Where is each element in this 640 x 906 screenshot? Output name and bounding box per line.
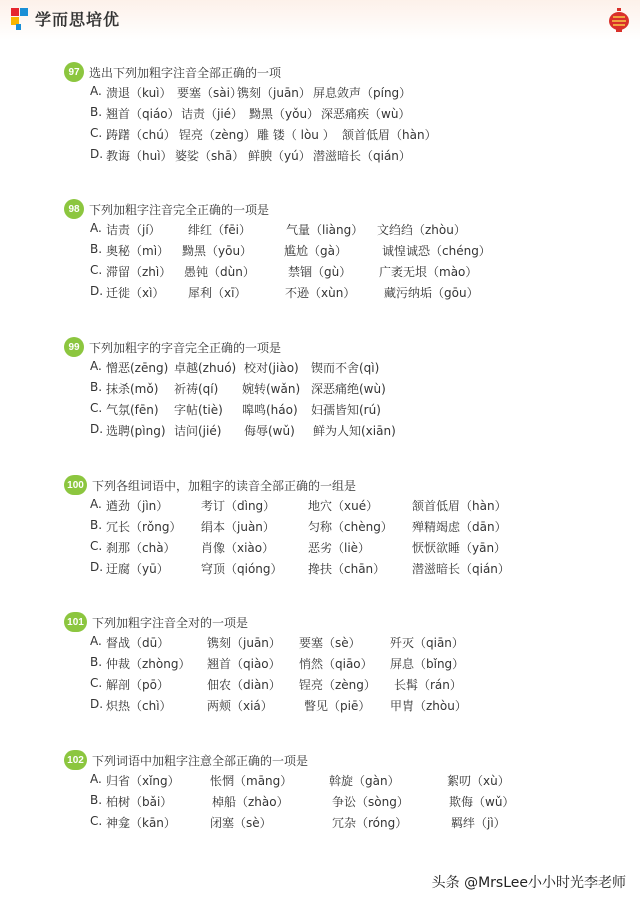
option-item: 锃亮（zèng） [299,678,376,692]
option-item: 归省（xǐng） [106,774,180,788]
option-item: 怅惘（māng） [210,774,293,788]
option-item: 溃退（kuì） [106,86,172,100]
logo-text: 学而思培优 [35,10,121,29]
option-item: 长髯（rán） [394,678,462,692]
question-stem: 下列词语中加粗字注意全部正确的一项是 [92,753,309,768]
option-item: 棹船（zhào） [212,795,289,809]
option-item: 不逊（xùn） [285,286,356,300]
option-item: 潜滋暗长（qián） [313,149,411,163]
option-item: 校对(jiào) [244,361,299,375]
option-item: 柏树（bǎi） [106,795,173,809]
option-item: 镌刻（juān） [207,636,281,650]
option-item: 锃亮（zèng） [179,128,256,142]
option-item: 妇孺皆知(rú) [311,403,381,417]
question-number-badge: 102 [64,750,87,770]
option-row [64,103,411,124]
option-item: 屏息（bǐng） [390,657,465,671]
option-item: 佃农（diàn） [207,678,281,692]
question-number-badge: 99 [64,337,84,357]
option-item: 滞留（zhì） [106,265,172,279]
option-row [64,516,507,537]
option-row [64,420,396,441]
option-item: 锲而不舍(qì) [311,361,380,375]
option-item: 憎恶(zēng) [106,361,169,375]
option-row [64,219,466,240]
option-item: 考订（dìng） [201,499,276,513]
option-letter: B. [90,793,103,807]
option-item: 诚惶诚恐（chéng） [382,244,491,258]
option-item: 踌躇（chú） [106,128,176,142]
option-row [64,240,491,261]
option-letter: C. [90,126,103,140]
option-letter: D. [90,147,104,161]
option-letter: C. [90,814,103,828]
option-row [64,261,478,282]
option-item: 文绉绉（zhòu） [377,223,466,237]
option-letter: A. [90,84,102,98]
option-item: 要塞（sài） [177,86,242,100]
option-letter: B. [90,655,103,669]
option-item: 奥秘（mì） [106,244,170,258]
option-item: 督战（dū） [106,636,170,650]
option-item: 深恶痛疾（wù） [321,107,411,121]
question-number-badge: 100 [64,475,87,495]
question-number-badge: 101 [64,612,87,632]
option-item: 绯红（fēi） [188,223,251,237]
option-item: 甲胄（zhòu） [390,699,467,713]
option-item: 恶劣（liè） [308,541,371,555]
option-item: 冗杂（róng） [332,816,408,830]
option-item: 解剖（pō） [106,678,169,692]
option-letter: B. [90,518,103,532]
option-row [64,145,411,166]
option-item: 雕 镂（ lòu ） [257,128,335,142]
question-97 [64,62,437,166]
option-item: 斡旋（gàn） [329,774,400,788]
option-item: 颔首低眉（hàn） [342,128,437,142]
question-102 [64,750,515,833]
question-number-badge: 98 [64,199,84,219]
option-item: 羁绊（jì） [451,816,506,830]
option-row [64,791,515,812]
question-100 [64,475,510,579]
option-row [64,82,412,103]
option-item: 炽热（chì） [106,699,172,713]
option-item: 愚钝（dùn） [184,265,255,279]
option-item: 肖像（xiào） [201,541,275,555]
option-item: 卓越(zhuó) [174,361,237,375]
option-item: 诘责（jí） [106,223,161,237]
option-row [64,357,380,378]
option-item: 恹恹欲睡（yān） [412,541,507,555]
option-item: 祈祷(qí) [174,382,219,396]
option-item: 婉转(wǎn) [242,382,301,396]
option-row [64,558,510,579]
option-letter: D. [90,560,104,574]
option-item: 婆娑（shā） [175,149,245,163]
option-item: 禁锢（gù） [288,265,352,279]
option-item: 两颊（xiá） [207,699,273,713]
question-number-badge: 97 [64,62,84,82]
watermark: 头条 @MrsLee小小时光李老师 [431,875,626,891]
option-item: 黝黑（yǒu） [249,107,320,121]
option-letter: C. [90,676,103,690]
option-item: 深恶痛绝(wù) [311,382,386,396]
option-item: 闭塞（sè） [210,816,272,830]
option-item: 刹那（chà） [106,541,176,555]
option-letter: C. [90,539,103,553]
option-item: 仲裁（zhòng） [106,657,191,671]
option-row [64,399,381,420]
question-stem: 下列各组词语中，加粗字的读音全部正确的一组是 [92,478,357,493]
option-item: 诘问(jié) [174,424,222,438]
question-stem: 下列加粗字注音完全正确的一项是 [89,202,270,217]
option-item: 殚精竭虑（dān） [412,520,507,534]
option-item: 广袤无垠（mào） [379,265,478,279]
option-row [64,378,386,399]
option-letter: C. [90,401,103,415]
option-item: 颔首低眉（hàn） [412,499,507,513]
option-item: 气量（liàng） [286,223,364,237]
option-letter: A. [90,772,102,786]
option-item: 迂腐（yū） [106,562,169,576]
option-item: 遒劲（jìn） [106,499,169,513]
option-item: 教诲（huì） [106,149,173,163]
option-letter: D. [90,284,104,298]
option-letter: A. [90,359,102,373]
option-item: 气氛(fēn) [106,403,159,417]
option-item: 絮叨（xù） [447,774,510,788]
option-row [64,282,479,303]
option-item: 黝黑（yōu） [182,244,253,258]
option-item: 抹杀(mǒ) [106,382,159,396]
option-item: 选聘(pìng) [106,424,166,438]
option-item: 悄然（qiāo） [299,657,373,671]
option-row [64,695,467,716]
option-letter: B. [90,242,103,256]
option-row [64,124,437,145]
option-item: 冗长（rǒng） [106,520,182,534]
question-stem: 选出下列加粗字注音全部正确的一项 [89,65,282,80]
question-99 [64,337,396,441]
option-item: 字帖(tiè) [174,403,223,417]
option-item: 潜滋暗长（qián） [412,562,510,576]
option-item: 地穴（xué） [308,499,379,513]
option-item: 尴尬（gà） [284,244,347,258]
option-item: 侮辱(wǔ) [244,424,295,438]
lantern-icon [608,8,630,32]
option-letter: B. [90,105,103,119]
option-item: 屏息敛声（píng） [313,86,412,100]
option-item: 犀利（xī） [188,286,247,300]
option-row [64,674,462,695]
option-row [64,632,464,653]
option-letter: D. [90,422,104,436]
option-row [64,653,465,674]
option-item: 鲜腴（yú） [248,149,311,163]
option-item: 歼灭（qiān） [390,636,464,650]
logo-mark-icon [11,8,31,30]
option-item: 嗥鸣(háo) [242,403,298,417]
option-item: 藏污纳垢（gōu） [384,286,479,300]
option-row [64,812,506,833]
page-header [0,0,640,40]
option-item: 搀扶（chān） [308,562,386,576]
option-item: 鲜为人知(xiān) [313,424,396,438]
option-letter: A. [90,497,102,511]
option-item: 神龛（kān） [106,816,176,830]
option-item: 绢本（juàn） [201,520,275,534]
option-item: 要塞（sè） [299,636,361,650]
option-item: 瞥见（piē） [304,699,371,713]
option-letter: C. [90,263,103,277]
option-letter: A. [90,221,102,235]
option-letter: A. [90,634,102,648]
option-item: 翘首（qiào） [207,657,281,671]
option-item: 镌刻（juān） [237,86,311,100]
option-item: 翘首（qiáo） [106,107,180,121]
option-row [64,537,507,558]
question-stem: 下列加粗字注音全对的一项是 [92,615,249,630]
option-letter: B. [90,380,103,394]
option-item: 穹顶（qióng） [201,562,283,576]
brand-logo [11,7,120,30]
question-98 [64,199,491,303]
question-stem: 下列加粗字的字音完全正确的一项是 [89,340,282,355]
option-item: 欺侮（wǔ） [449,795,515,809]
option-item: 匀称（chèng） [308,520,393,534]
question-101 [64,612,467,716]
option-item: 争讼（sòng） [332,795,409,809]
option-letter: D. [90,697,104,711]
option-row [64,770,510,791]
option-item: 迁徙（xì） [106,286,165,300]
option-row [64,495,507,516]
option-item: 诘责（jié） [181,107,244,121]
